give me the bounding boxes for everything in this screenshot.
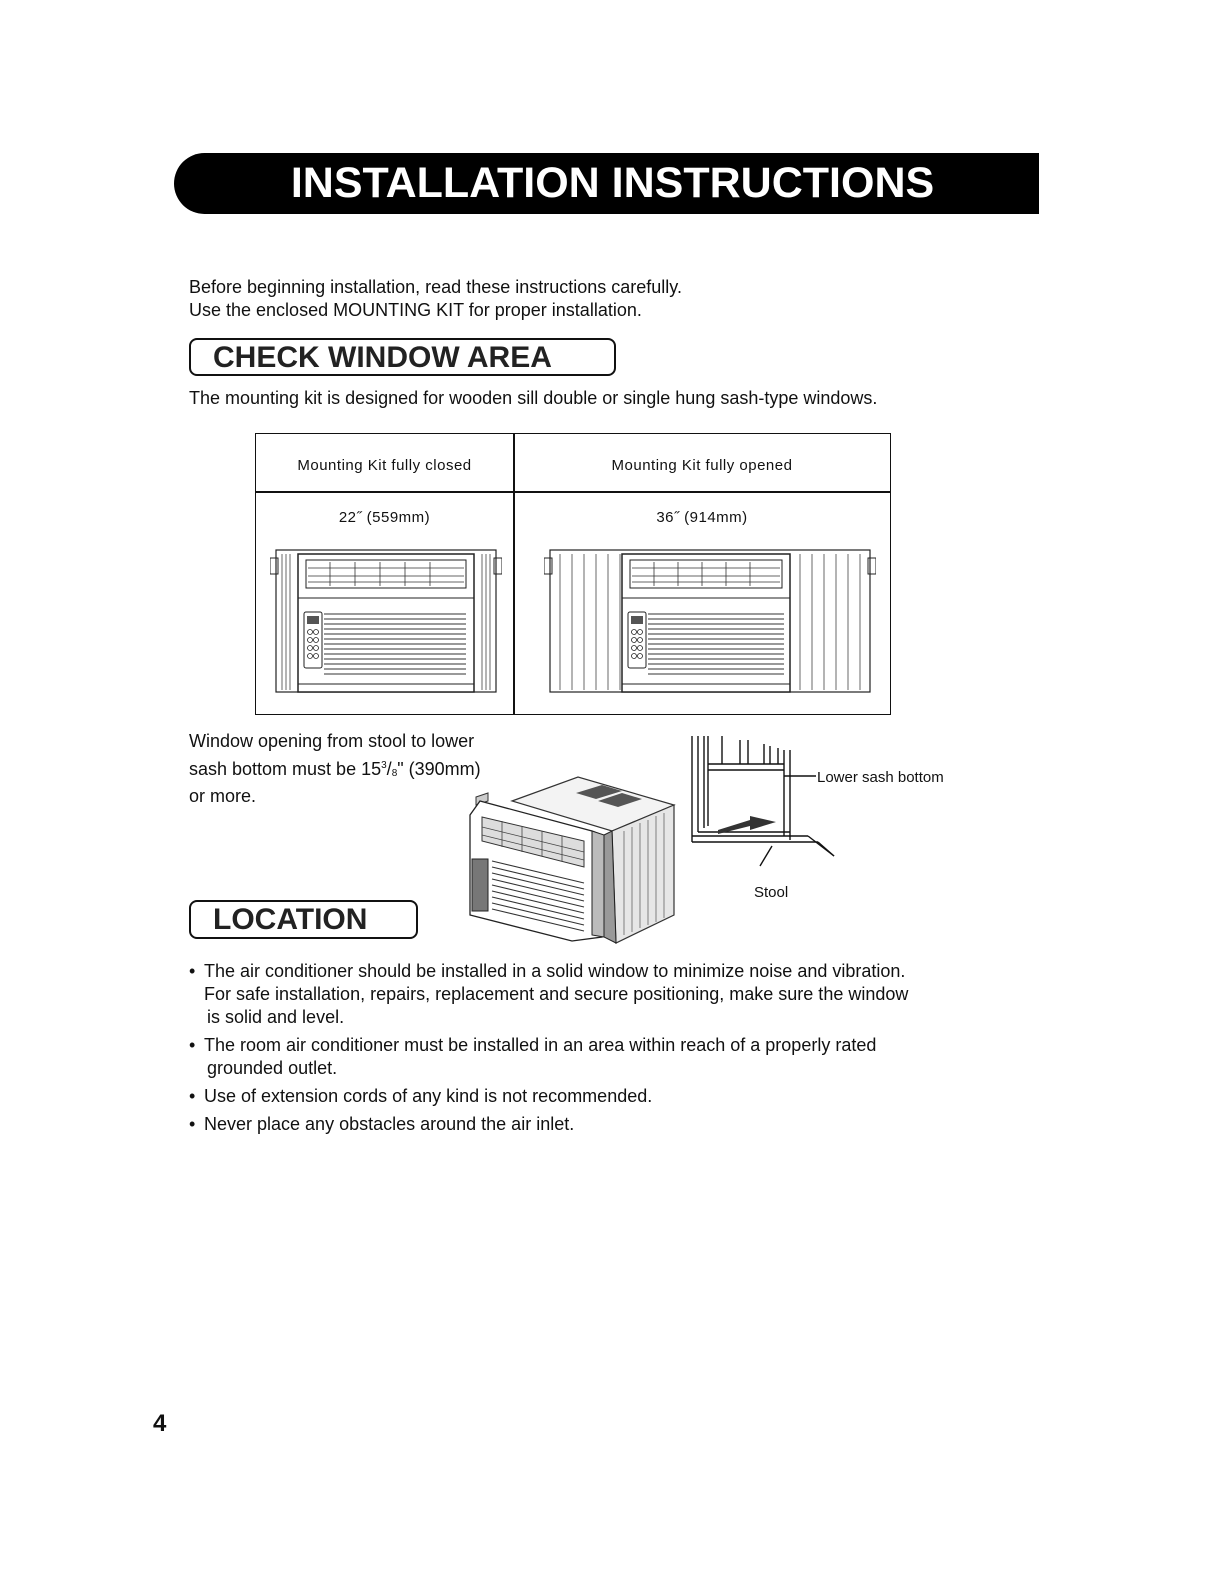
section-heading-check-window: CHECK WINDOW AREA <box>189 338 616 376</box>
bullet-line: • Use of extension cords of any kind is not recommended. <box>204 1086 653 1106</box>
intro-line-1: Before beginning installation, read these instructions carefully. <box>189 277 682 297</box>
closed-dimension: 22˝ (559mm) <box>338 509 431 526</box>
intro-text <box>189 276 682 322</box>
table-divider-horizontal <box>256 491 890 493</box>
ac-unit-illustration <box>452 775 678 945</box>
window-opening-text <box>189 730 481 809</box>
location-bullet <box>189 960 989 1029</box>
fraction-denominator: 8 <box>391 767 398 779</box>
opening-line-2-suffix: " (390mm) <box>397 758 481 779</box>
bullet-line: • The air conditioner should be installed in a solid window to minimize noise and vibration. <box>204 961 906 981</box>
window-stool-illustration <box>688 736 848 868</box>
table-header-opened: Mounting Kit fully opened <box>611 457 793 474</box>
opening-line-1: Window opening from stool to lower <box>189 731 475 751</box>
stool-label: Stool <box>754 884 789 901</box>
table-divider-vertical <box>513 434 515 714</box>
ac-closed-kit-illustration <box>270 544 502 696</box>
section-heading-location: LOCATION <box>189 900 418 939</box>
lower-sash-bottom-label: Lower sash bottom <box>817 769 944 786</box>
intro-line-2: Use the enclosed MOUNTING KIT for proper installation. <box>189 300 642 320</box>
header-banner <box>174 153 1039 214</box>
mounting-kit-table <box>255 433 891 715</box>
location-bullet <box>189 1085 989 1108</box>
opening-line-2: sash bottom must be $15^3/_8$" (390mm) <box>189 758 481 779</box>
bullet-line: grounded outlet. <box>207 1058 338 1078</box>
location-bullet <box>189 1113 989 1136</box>
location-bullet-list <box>189 960 989 1141</box>
opening-line-3: or more. <box>189 786 257 806</box>
bullet-line: is solid and level. <box>207 1007 345 1027</box>
fraction-numerator: 3 <box>381 759 387 771</box>
bullet-line: • Never place any obstacles around the air inlet. <box>204 1114 575 1134</box>
bullet-line: For safe installation, repairs, replacement and secure positioning, make sure the window <box>204 984 909 1004</box>
page-title: INSTALLATION INSTRUCTIONS <box>290 159 935 207</box>
location-bullet <box>189 1034 989 1080</box>
opened-dimension: 36˝ (914mm) <box>656 509 748 526</box>
ac-opened-kit-illustration <box>544 544 876 696</box>
page-number: 4 <box>153 1410 167 1437</box>
bullet-line: • The room air conditioner must be installed in an area within reach of a properly rated <box>204 1035 877 1055</box>
check-window-description: The mounting kit is designed for wooden sill double or single hung sash-type windows. <box>189 388 878 408</box>
table-header-closed: Mounting Kit fully closed <box>297 457 472 474</box>
opening-line-2-prefix: sash bottom must be 15 <box>189 758 382 779</box>
